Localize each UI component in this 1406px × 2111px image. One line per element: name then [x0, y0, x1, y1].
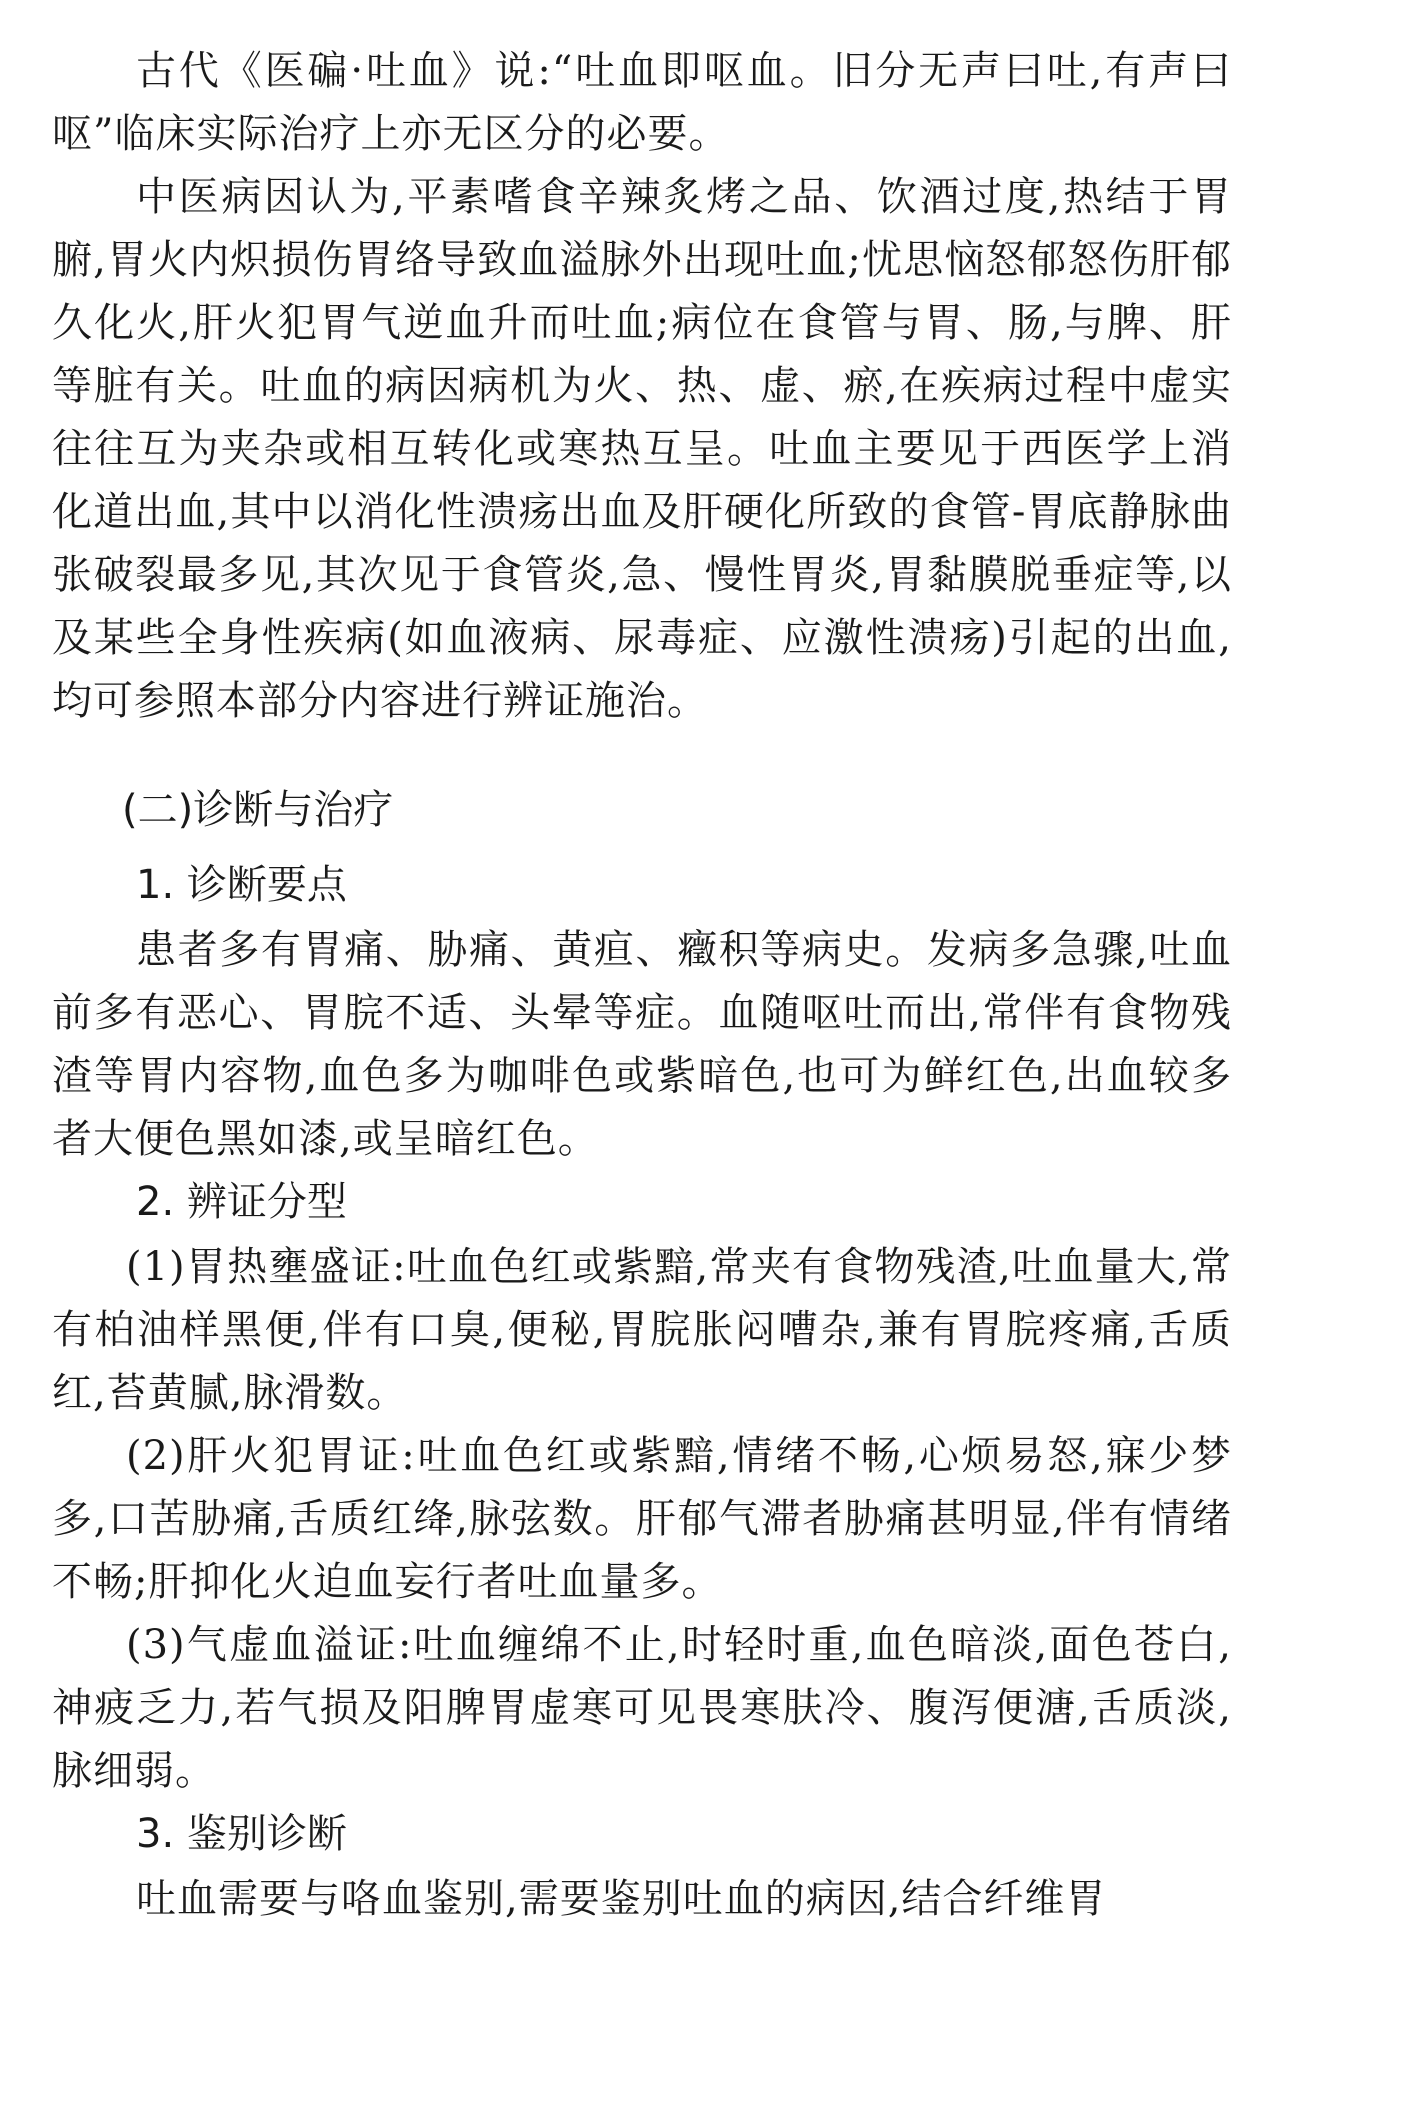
paragraph-history: 古代《医碥·吐血》说:“吐血即呕血。旧分无声曰吐,有声曰呕”临床实际治疗上亦无区分的必要。	[52, 48, 1232, 157]
paragraph-diagnosis: 患者多有胃痛、胁痛、黄疸、癥积等病史。发病多急骤,吐血前多有恶心、胃脘不适、头晕等症。血随呕吐而出,常伴有食物残渣等胃内容物,血色多为咖啡色或紫暗色,也可为鲜红色,出血较多者大便色黑如漆,或呈暗红色。	[52, 927, 1232, 1162]
paragraph-differential: 吐血需要与咯血鉴别,需要鉴别吐血的病因,结合纤维胃	[136, 1876, 1107, 1922]
syndrome-item: (3)气虚血溢证:吐血缠绵不止,时轻时重,血色暗淡,面色苍白,神疲乏力,若气损及阳脾胃虚寒可见畏寒肤冷、腹泻便溏,舌质淡,脉细弱。	[52, 1622, 1232, 1794]
subsection-heading-differential: 3. 鉴别诊断	[136, 1811, 347, 1857]
subsection-heading-diagnosis: 1. 诊断要点	[136, 862, 347, 908]
paragraph-etiology: 中医病因认为,平素嗜食辛辣炙烤之品、饮酒过度,热结于胃腑,胃火内炽损伤胃络导致血溢脉外出现吐血;忧思恼怒郁怒伤肝郁久化火,肝火犯胃气逆血升而吐血;病位在食管与胃、肠,与脾、肝等脏有关。吐血的病因病机为火、热、虚、瘀,在疾病过程中虚实往往互为夹杂或相互转化或寒热互呈。吐血主要见于西医学上消化道出血,其中以消化性溃疡出血及肝硬化所致的食管-胃底静脉曲张破裂最多见,其次见于食管炎,急、慢性胃炎,胃黏膜脱垂症等,以及某些全身性疾病(如血液病、尿毒症、应激性溃疡)引起的出血,均可参照本部分内容进行辨证施治。	[52, 174, 1232, 724]
section-heading: (二)诊断与治疗	[122, 787, 394, 833]
syndrome-item: (1)胃热壅盛证:吐血色红或紫黯,常夹有食物残渣,吐血量大,常有柏油样黑便,伴有口臭,便秘,胃脘胀闷嘈杂,兼有胃脘疼痛,舌质红,苔黄腻,脉滑数。	[52, 1244, 1232, 1416]
syndrome-item: (2)肝火犯胃证:吐血色红或紫黯,情绪不畅,心烦易怒,寐少梦多,口苦胁痛,舌质红绛,脉弦数。肝郁气滞者胁痛甚明显,伴有情绪不畅;肝抑化火迫血妄行者吐血量多。	[52, 1433, 1232, 1605]
document-page	[52, 40, 1232, 1931]
subsection-heading-syndrome: 2. 辨证分型	[136, 1179, 347, 1225]
